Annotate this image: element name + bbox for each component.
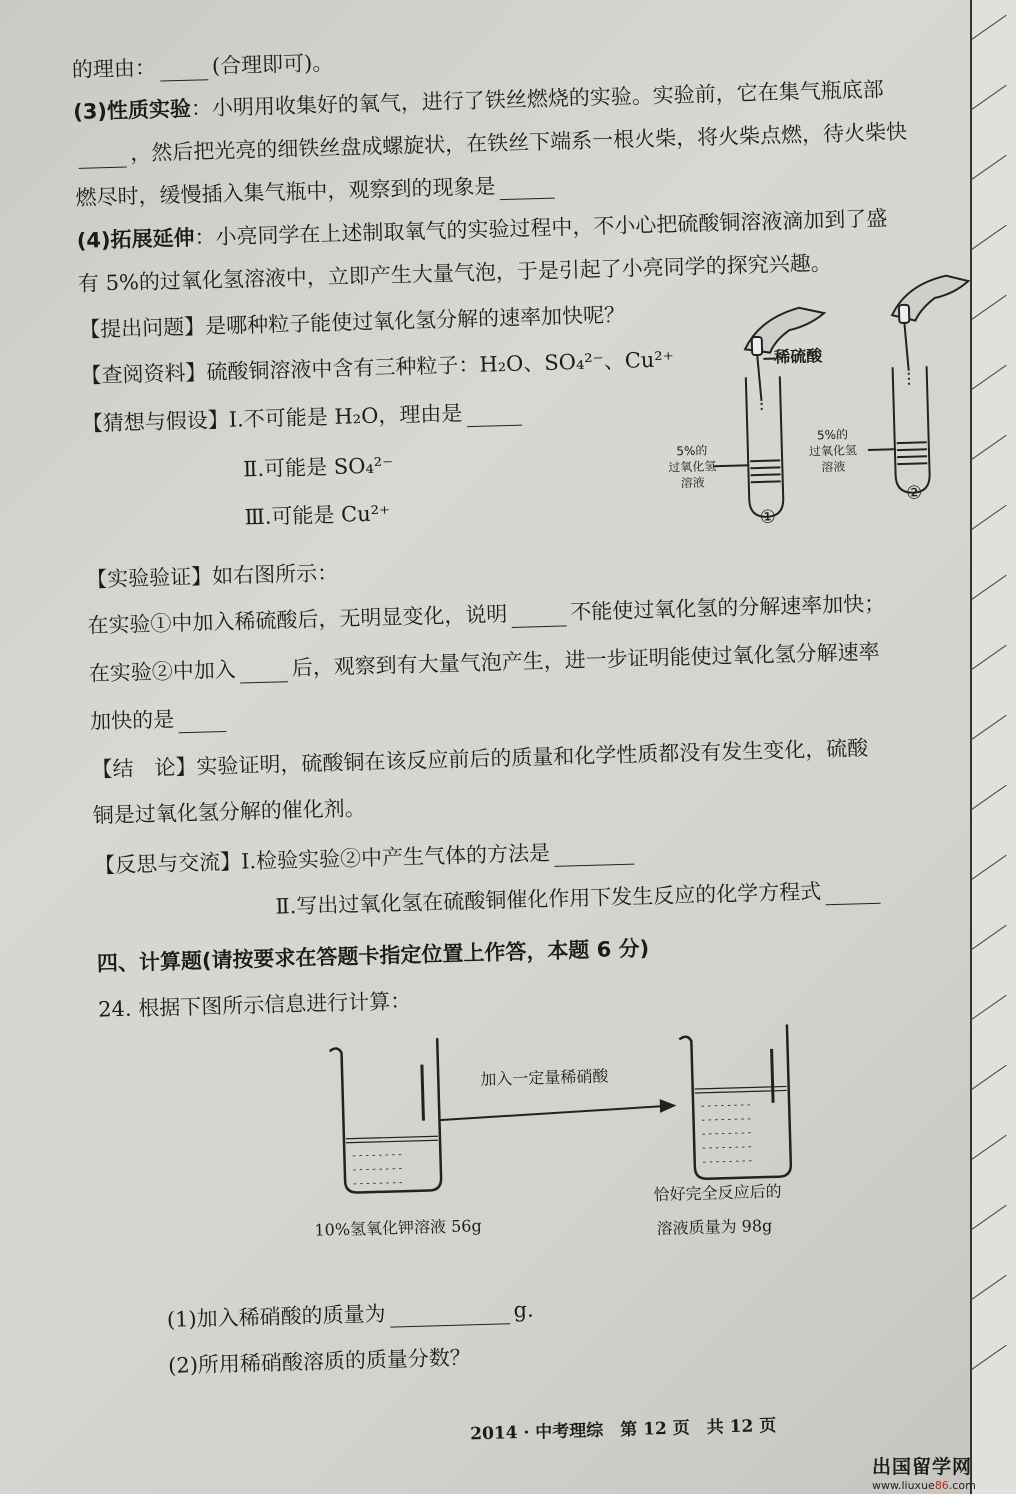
dropper-bulb-2 (899, 305, 909, 323)
watermark-url (872, 1479, 1012, 1492)
svg-text:- - - - - - - -: - - - - - - - - (352, 1149, 402, 1162)
text-span: 不能使过氧化氢的分解速率加快； (569, 591, 886, 625)
svg-text:- - - - - - - -: - - - - - - - - (702, 1141, 752, 1154)
text-span: 后，观察到有大量气泡产生，进一步证明能使过氧化氢分解速率 (291, 639, 880, 681)
text-span: 加快的是 (89, 707, 175, 734)
sub-question-1 (167, 1296, 535, 1334)
test-tube-2 (893, 366, 931, 493)
answer-blank[interactable] (466, 405, 522, 428)
tube-2-number: ② (905, 482, 923, 504)
answer-blank[interactable] (554, 844, 635, 867)
right-beaker-caption-1: 恰好完全反应后的 (653, 1181, 782, 1205)
dropper-2 (904, 323, 908, 371)
answer-blank[interactable] (511, 605, 567, 628)
text-line-13 (87, 590, 885, 640)
label-text: 5%的 (676, 443, 708, 459)
text-span: Ⅱ.写出过氧化氢在硫酸铜催化作用下发生反应的化学方程式 (275, 879, 822, 919)
pointer-line-1 (713, 465, 749, 466)
watermark-title: 出国留学网 (872, 1456, 973, 1478)
answer-blank[interactable] (499, 178, 555, 201)
url-prefix: www.liuxue (872, 1479, 935, 1492)
text-line-14 (88, 638, 879, 688)
answer-blank[interactable] (78, 147, 127, 169)
text-span: 【实验验证】如右图所示： (85, 560, 339, 592)
text-span: 【提出问题】是哪种粒子能使过氧化氢分解的速率加快呢？ (78, 302, 626, 342)
acid-label: 稀硫酸 (774, 346, 823, 367)
dropper-1 (757, 355, 761, 401)
text-span: (2)所用稀硝酸溶质的质量分数？ (167, 1345, 472, 1378)
text-line-9 (81, 397, 525, 437)
label-text: 溶液 (821, 459, 846, 475)
site-watermark (872, 1452, 1012, 1492)
pointer-line-2 (868, 449, 896, 450)
text-span: ，然后把光亮的细铁丝盘成螺旋状，在铁丝下端系一根火柴，将火柴点燃，待火柴快 (129, 119, 908, 166)
text-line-17 (92, 794, 366, 830)
text-line-8 (80, 345, 674, 390)
svg-text:- - - - - - - -: - - - - - - - - (702, 1155, 753, 1168)
liquid-left (352, 1149, 402, 1189)
dropper-bulb-1 (752, 337, 762, 355)
label-text: 5%的 (816, 427, 849, 443)
text-line-4 (75, 170, 559, 211)
question-24 (98, 987, 412, 1024)
svg-text:- - - - - - - -: - - - - - - - - (701, 1127, 752, 1140)
text-span: 【猜想与假设】Ⅰ.不可能是 H₂O，理由是 (81, 401, 463, 436)
text-span: (1)加入稀硝酸的质量为 (166, 1301, 386, 1332)
section-heading: (3)性质实验 (72, 96, 192, 124)
text-span: 在实验②中加入 (88, 657, 237, 686)
label-text: 过氧化氢 (668, 459, 717, 475)
text-line-11 (244, 499, 390, 531)
page-footer: 2014 · 中考理综 第 12 页 共 12 页 (469, 1415, 777, 1445)
tube-2-label (808, 426, 857, 475)
text-line-7 (79, 301, 626, 344)
text-line-5 (76, 204, 887, 255)
answer-blank[interactable] (389, 1303, 510, 1327)
sub-question-2 (168, 1343, 471, 1379)
text-span: 【反思与交流】Ⅰ.检验实验②中产生气体的方法是 (93, 840, 551, 878)
left-beaker-caption: 10%氢氧化钾溶液 56g (314, 1216, 482, 1240)
answer-blank[interactable] (240, 661, 289, 683)
text-span: Ⅱ.可能是 SO₄²⁻ (242, 453, 394, 482)
answer-blank[interactable] (825, 883, 881, 906)
svg-text:- - - - - - - -: - - - - - - - - (352, 1163, 403, 1176)
answer-blank[interactable] (160, 59, 209, 81)
text-line-15 (90, 704, 231, 736)
section-heading: (4)拓展延伸 (76, 225, 195, 253)
text-span: 【结 论】实验证明，硫酸铜在该反应前后的质量和化学性质都没有发生变化，硫酸 (91, 736, 869, 782)
tube-1-number: ① (759, 506, 777, 528)
text-span: 四、计算题(请按要求在答题卡指定位置上作答，本题 6 分) (96, 936, 650, 976)
label-text: 过氧化氢 (808, 443, 858, 459)
text-span: 有 5%的过氧化氢溶液中，立即产生大量气泡，于是引起了小亮同学的探究兴趣。 (77, 250, 832, 296)
section-title-calc (97, 934, 650, 977)
text-span: 铜是过氧化氢分解的催化剂。 (92, 796, 367, 828)
text-span: ：小明用收集好的氧气，进行了铁丝燃烧的实验。实验前，它在集气瓶底部 (190, 77, 884, 121)
text-line-16 (91, 734, 868, 784)
text-span: 【查阅资料】硫酸铜溶液中含有三种粒子：H₂O、SO₄²⁻、Cu²⁺ (80, 347, 675, 388)
url-suffix: .com (948, 1479, 976, 1492)
text-line-3 (74, 118, 907, 169)
text-span: ：小亮同学在上述制取氧气的实验过程中，不小心把硫酸铜溶液滴加到了盛 (194, 206, 888, 250)
liquid-right (701, 1099, 752, 1167)
text-line-10 (243, 451, 394, 483)
arrow-line (439, 1106, 669, 1120)
label-text: 溶液 (680, 475, 705, 491)
arrow-head (661, 1101, 673, 1111)
text-span: (合理即可)。 (211, 50, 334, 79)
text-line-12 (86, 559, 339, 594)
tube-1-label (668, 442, 717, 491)
test-tube-1 (746, 376, 784, 517)
svg-text:- - - - - - - -: - - - - - - - - (353, 1177, 403, 1190)
text-span: g. (513, 1297, 534, 1323)
url-accent: 86 (934, 1479, 949, 1492)
right-beaker-caption-2: 溶液质量为 98g (656, 1215, 773, 1239)
arrow-label: 加入一定量稀硝酸 (480, 1066, 609, 1090)
text-line-18 (94, 837, 639, 880)
text-span: 在实验①中加入稀硫酸后，无明显变化，说明 (87, 602, 508, 638)
text-line-2 (73, 75, 884, 126)
text-line-1 (72, 49, 334, 84)
text-span: Ⅲ.可能是 Cu²⁺ (244, 501, 391, 530)
svg-text:- - - - - - - -: - - - - - - - - (701, 1099, 751, 1112)
test-tube-figure (648, 273, 985, 542)
text-span: 24. 根据下图所示信息进行计算： (97, 988, 412, 1022)
text-span: 的理由： (71, 55, 157, 83)
text-line-19 (275, 876, 884, 921)
answer-blank[interactable] (178, 711, 227, 733)
text-span: 燃尽时，缓慢插入集气瓶中，观察到的现象是 (75, 174, 496, 210)
svg-text:- - - - - - - -: - - - - - - - - (701, 1113, 751, 1126)
